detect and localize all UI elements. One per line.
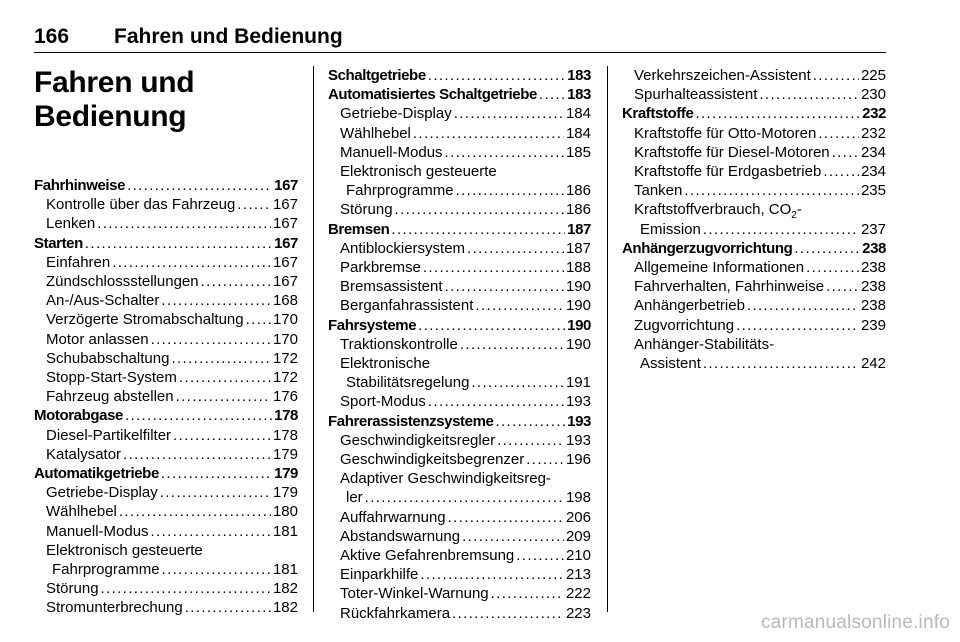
toc-entry-label: Abstandswarnung bbox=[340, 527, 461, 545]
toc-list bbox=[328, 66, 591, 623]
toc-entry-label: Spurhalteassistent bbox=[634, 86, 758, 104]
toc-entry-label: Traktionskontrolle bbox=[340, 335, 458, 353]
toc-entry-label: Kontrolle über das Fahrzeug bbox=[46, 196, 236, 214]
dot-leader bbox=[151, 522, 271, 541]
toc-entry[interactable] bbox=[328, 143, 591, 162]
dot-leader bbox=[365, 488, 564, 507]
toc-page-number: 234 bbox=[860, 143, 886, 161]
toc-page-number: 191 bbox=[565, 374, 591, 392]
toc-page-number: 178 bbox=[272, 426, 298, 444]
toc-entry[interactable] bbox=[328, 450, 591, 469]
toc-entry-label: Assistent bbox=[640, 355, 701, 373]
toc-entry[interactable] bbox=[328, 373, 591, 392]
toc-entry[interactable] bbox=[328, 239, 591, 258]
dot-leader bbox=[703, 354, 859, 373]
dot-leader bbox=[119, 502, 271, 521]
toc-page-number: 179 bbox=[272, 484, 298, 502]
toc-entry[interactable] bbox=[328, 392, 591, 411]
toc-entry-label: Fahrzeug abstellen bbox=[46, 388, 174, 406]
toc-page-number: 232 bbox=[860, 124, 886, 142]
toc-entry-label: Kraftstoffe für Otto-Motoren bbox=[634, 124, 817, 142]
toc-section-entry[interactable] bbox=[622, 239, 886, 258]
dot-leader bbox=[418, 316, 565, 335]
toc-entry[interactable] bbox=[34, 272, 298, 291]
toc-entry[interactable] bbox=[34, 560, 298, 579]
toc-entry-suffix: - bbox=[796, 201, 802, 219]
toc-entry-label: Lenken bbox=[46, 215, 96, 233]
toc-entry-label: Fahrerassistenzsysteme bbox=[328, 412, 494, 430]
toc-entry[interactable] bbox=[622, 220, 886, 239]
toc-page-number: 190 bbox=[565, 297, 591, 315]
toc-entry-label: Getriebe-Display bbox=[46, 484, 158, 502]
toc-entry-label: Toter-Winkel-Warnung bbox=[340, 585, 489, 603]
toc-page-number: 225 bbox=[860, 67, 886, 84]
dot-leader bbox=[395, 200, 564, 219]
dot-leader bbox=[703, 220, 859, 239]
dot-leader bbox=[185, 598, 271, 617]
toc-entry-label: An-/Aus-Schalter bbox=[46, 292, 160, 310]
toc-page-number: 179 bbox=[274, 465, 298, 483]
toc-entry-label: Motorabgase bbox=[34, 407, 123, 425]
dot-leader bbox=[201, 272, 271, 291]
toc-entry-label: Automatisiertes Schaltgetriebe bbox=[328, 86, 537, 104]
toc-entry[interactable] bbox=[34, 310, 298, 329]
toc-entry[interactable] bbox=[622, 316, 886, 335]
dot-leader bbox=[237, 195, 271, 214]
dot-leader bbox=[759, 85, 859, 104]
toc-section-entry[interactable] bbox=[34, 406, 298, 425]
toc-entry-label: Rückfahrkamera bbox=[340, 604, 451, 622]
toc-entry[interactable] bbox=[34, 598, 298, 617]
dot-leader bbox=[101, 579, 271, 598]
toc-entry[interactable] bbox=[34, 291, 298, 310]
toc-entry[interactable] bbox=[34, 214, 298, 233]
toc-section-entry[interactable] bbox=[34, 234, 298, 253]
dot-leader bbox=[823, 162, 859, 181]
toc-entry[interactable] bbox=[328, 431, 591, 450]
toc-entry[interactable] bbox=[34, 445, 298, 464]
column-divider bbox=[313, 66, 314, 612]
toc-entry-label: Stabilitätsregelung bbox=[346, 374, 470, 392]
toc-entry-label: Zugvorrichtung bbox=[634, 316, 735, 334]
toc-entry-label: Kraftstoffe für Diesel-Motoren bbox=[634, 143, 830, 161]
toc-page-number: 179 bbox=[272, 445, 298, 463]
toc-section-entry[interactable] bbox=[622, 104, 886, 123]
toc-entry-label: Motor anlassen bbox=[46, 330, 149, 348]
toc-entry[interactable] bbox=[34, 426, 298, 445]
dot-leader bbox=[246, 310, 271, 329]
toc-page-number: 187 bbox=[565, 239, 591, 257]
toc-page-number: 213 bbox=[565, 566, 591, 584]
toc-entry-label: Fahrhinweise bbox=[34, 177, 126, 194]
toc-page-number: 234 bbox=[860, 163, 886, 181]
toc-column-1 bbox=[34, 66, 298, 618]
toc-page-number: 167 bbox=[272, 215, 298, 233]
dot-leader bbox=[826, 277, 859, 296]
toc-page-number: 210 bbox=[565, 547, 591, 565]
toc-entry-heading-line bbox=[34, 541, 298, 560]
toc-entry-label: Stopp-Start-System bbox=[46, 369, 177, 387]
dot-leader bbox=[423, 258, 564, 277]
toc-entry[interactable] bbox=[328, 527, 591, 546]
toc-page-number: 182 bbox=[272, 599, 298, 617]
toc-entry-label: Fahrprogramme bbox=[52, 561, 160, 579]
toc-page-number: 237 bbox=[860, 220, 886, 238]
toc-list bbox=[622, 66, 886, 373]
toc-entry-label: Schubabschaltung bbox=[46, 349, 170, 367]
dot-leader bbox=[176, 387, 271, 406]
toc-entry[interactable] bbox=[34, 330, 298, 349]
toc-page-number: 172 bbox=[272, 349, 298, 367]
toc-page-number: 183 bbox=[567, 67, 591, 84]
dot-leader bbox=[161, 291, 271, 310]
toc-page-number: 167 bbox=[272, 196, 298, 214]
header-title: Fahren und Bedienung bbox=[114, 25, 343, 48]
dot-leader bbox=[391, 220, 565, 239]
toc-entry[interactable] bbox=[328, 584, 591, 603]
toc-entry-label: Starten bbox=[34, 234, 83, 252]
toc-entry-label: Fahrsysteme bbox=[328, 316, 417, 334]
dot-leader bbox=[171, 349, 271, 368]
toc-entry-label: Anhängerzugvorrichtung bbox=[622, 239, 793, 257]
dot-leader bbox=[452, 604, 564, 623]
toc-page-number: 167 bbox=[272, 253, 298, 271]
toc-entry[interactable] bbox=[34, 502, 298, 521]
toc-entry-label: Bremsen bbox=[328, 220, 390, 238]
toc-page-number: 232 bbox=[862, 105, 886, 123]
toc-page-number: 238 bbox=[860, 259, 886, 277]
toc-page-number: 198 bbox=[565, 489, 591, 507]
toc-page-number: 238 bbox=[860, 297, 886, 315]
dot-leader bbox=[445, 143, 564, 162]
dot-leader bbox=[491, 584, 564, 603]
toc-page-number: 168 bbox=[272, 292, 298, 310]
toc-page-number: 176 bbox=[272, 388, 298, 406]
toc-entry[interactable] bbox=[622, 66, 886, 85]
toc-entry-heading-line bbox=[328, 162, 591, 181]
toc-page-number: 167 bbox=[272, 273, 298, 291]
toc-page-number: 186 bbox=[565, 182, 591, 200]
dot-leader bbox=[460, 335, 564, 354]
toc-entry-label: Elektronische bbox=[340, 355, 431, 373]
toc-page-number: 180 bbox=[272, 503, 298, 521]
toc-page-number: 238 bbox=[860, 278, 886, 296]
dot-leader bbox=[818, 124, 859, 143]
toc-entry[interactable] bbox=[622, 258, 886, 277]
dot-leader bbox=[428, 392, 564, 411]
toc-page-number: 190 bbox=[567, 316, 591, 334]
toc-entry-label: Störung bbox=[46, 580, 99, 598]
toc-entry[interactable] bbox=[622, 354, 886, 373]
toc-entry[interactable] bbox=[328, 565, 591, 584]
toc-entry-label: Elektronisch gesteuerte bbox=[340, 163, 497, 181]
toc-entry-label: Berganfahrassistent bbox=[340, 297, 474, 315]
subscript: 2 bbox=[791, 210, 797, 222]
toc-entry[interactable] bbox=[328, 604, 591, 623]
toc-entry[interactable] bbox=[34, 579, 298, 598]
toc-page-number: 193 bbox=[565, 431, 591, 449]
toc-entry-label: Kraftstoffe für Erdgasbetrieb bbox=[634, 163, 822, 181]
toc-page-number: 193 bbox=[567, 412, 591, 430]
dot-leader bbox=[832, 143, 859, 162]
toc-entry[interactable] bbox=[328, 181, 591, 200]
toc-page-number: 181 bbox=[272, 561, 298, 579]
toc-entry-label: Aktive Gefahrenbremsung bbox=[340, 547, 515, 565]
toc-entry-label: Auffahrwarnung bbox=[340, 508, 446, 526]
toc-page-number: 190 bbox=[565, 278, 591, 296]
toc-entry[interactable] bbox=[34, 349, 298, 368]
dot-leader bbox=[495, 412, 565, 431]
dot-leader bbox=[454, 104, 564, 123]
toc-entry[interactable] bbox=[328, 277, 591, 296]
dot-leader bbox=[420, 565, 564, 584]
column-divider bbox=[607, 66, 608, 612]
toc-page-number: 188 bbox=[565, 259, 591, 277]
dot-leader bbox=[85, 234, 272, 253]
dot-leader bbox=[747, 296, 859, 315]
toc-entry-label: Fahrverhalten, Fahrhinweise bbox=[634, 278, 825, 296]
page-number: 166 bbox=[34, 25, 70, 48]
toc-section-entry[interactable] bbox=[34, 464, 298, 483]
toc-page-number: 167 bbox=[274, 234, 298, 252]
toc-entry[interactable] bbox=[622, 296, 886, 315]
toc-page-number: 170 bbox=[272, 311, 298, 329]
toc-page-number: 186 bbox=[565, 201, 591, 219]
dot-leader bbox=[806, 258, 859, 277]
toc-entry[interactable] bbox=[622, 162, 886, 181]
toc-entry-label: Störung bbox=[340, 201, 393, 219]
toc-entry-heading-line bbox=[622, 200, 886, 222]
toc-page-number: 178 bbox=[274, 407, 298, 425]
toc-page-number: 184 bbox=[565, 124, 591, 142]
toc-entry-label: Einparkhilfe bbox=[340, 566, 419, 584]
toc-entry-label: Anhänger-Stabilitäts- bbox=[634, 335, 775, 353]
toc-entry[interactable] bbox=[328, 258, 591, 277]
dot-leader bbox=[161, 464, 272, 483]
toc-entry-label: Wählhebel bbox=[46, 503, 117, 521]
toc-page-number: 184 bbox=[565, 105, 591, 123]
toc-entry-label: Sport-Modus bbox=[340, 393, 426, 411]
toc-page-number: 206 bbox=[565, 508, 591, 526]
toc-section-entry[interactable] bbox=[328, 412, 591, 431]
dot-leader bbox=[160, 483, 271, 502]
dot-leader bbox=[127, 176, 272, 195]
dot-leader bbox=[456, 181, 564, 200]
toc-entry[interactable] bbox=[622, 181, 886, 200]
toc-entry[interactable] bbox=[34, 253, 298, 272]
toc-page-number: 209 bbox=[565, 527, 591, 545]
dot-leader bbox=[448, 508, 564, 527]
toc-entry-label: Bremsassistent bbox=[340, 278, 443, 296]
toc-entry-label: Parkbremse bbox=[340, 259, 421, 277]
toc-entry-label: Emission bbox=[640, 220, 701, 238]
toc-entry-label: Verzögerte Stromabschaltung bbox=[46, 311, 244, 329]
toc-entry-label: Antiblockiersystem bbox=[340, 239, 466, 257]
dot-leader bbox=[462, 527, 564, 546]
toc-page-number: 172 bbox=[272, 369, 298, 387]
toc-entry-label: Manuell-Modus bbox=[340, 143, 443, 161]
toc-section-entry[interactable] bbox=[328, 220, 591, 239]
dot-leader bbox=[475, 296, 564, 315]
toc-page-number: 185 bbox=[565, 143, 591, 161]
dot-leader bbox=[695, 104, 860, 123]
toc-column-2 bbox=[328, 66, 591, 623]
toc-page-number: 222 bbox=[565, 585, 591, 603]
toc-entry-label: Manuell-Modus bbox=[46, 522, 149, 540]
toc-entry-label: Einfahren bbox=[46, 253, 111, 271]
toc-entry-heading-line bbox=[328, 354, 591, 373]
toc-entry-label: Geschwindigkeitsregler bbox=[340, 431, 496, 449]
toc-entry[interactable] bbox=[34, 368, 298, 387]
toc-section-entry[interactable] bbox=[328, 85, 591, 104]
toc-page-number: 193 bbox=[565, 393, 591, 411]
toc-page-number: 235 bbox=[860, 182, 886, 200]
dot-leader bbox=[813, 66, 859, 85]
toc-page-number: 230 bbox=[860, 86, 886, 104]
toc-entry-label: Schaltgetriebe bbox=[328, 67, 426, 84]
toc-entry-label: Geschwindigkeitsbegrenzer bbox=[340, 451, 525, 469]
dot-leader bbox=[125, 406, 272, 425]
toc-entry[interactable] bbox=[622, 277, 886, 296]
toc-page-number: 167 bbox=[274, 177, 298, 194]
page-header bbox=[34, 24, 886, 50]
toc-entry[interactable] bbox=[622, 124, 886, 143]
toc-page-number: 242 bbox=[860, 355, 886, 373]
dot-leader bbox=[413, 124, 564, 143]
page-title-line: Fahren und bbox=[34, 66, 195, 99]
header-rule bbox=[34, 52, 886, 53]
toc-entry-label: Zündschlossstellungen bbox=[46, 273, 199, 291]
dot-leader bbox=[151, 330, 271, 349]
toc-entry-heading-line bbox=[328, 469, 591, 488]
toc-page-number: 170 bbox=[272, 330, 298, 348]
toc-entry[interactable] bbox=[622, 143, 886, 162]
toc-entry[interactable] bbox=[34, 483, 298, 502]
toc-entry[interactable] bbox=[328, 335, 591, 354]
toc-entry[interactable] bbox=[328, 104, 591, 123]
dot-leader bbox=[526, 450, 564, 469]
dot-leader bbox=[684, 181, 859, 200]
page-title bbox=[34, 66, 298, 134]
dot-leader bbox=[112, 253, 271, 272]
toc-entry[interactable] bbox=[328, 200, 591, 219]
toc-entry-label: Anhängerbetrieb bbox=[634, 297, 745, 315]
dot-leader bbox=[162, 560, 271, 579]
toc-entry[interactable] bbox=[622, 85, 886, 104]
toc-entry-label: Verkehrszeichen-Assistent bbox=[634, 67, 811, 84]
toc-entry-label: Tanken bbox=[634, 182, 683, 200]
toc-page-number: 182 bbox=[272, 580, 298, 598]
dot-leader bbox=[467, 239, 564, 258]
toc-page-number: 181 bbox=[272, 522, 298, 540]
dot-leader bbox=[123, 445, 271, 464]
dot-leader bbox=[516, 546, 564, 565]
dot-leader bbox=[736, 316, 859, 335]
toc-page-number: 196 bbox=[565, 451, 591, 469]
toc-section-entry[interactable] bbox=[328, 316, 591, 335]
toc-entry-label: Diesel-Partikelfilter bbox=[46, 426, 172, 444]
page-title-line: Bedienung bbox=[34, 100, 187, 133]
toc-entry[interactable] bbox=[328, 124, 591, 143]
toc-list bbox=[34, 176, 298, 618]
toc-entry-label: ler bbox=[346, 489, 363, 507]
dot-leader bbox=[428, 66, 565, 85]
toc-column-3 bbox=[622, 66, 886, 373]
toc-entry-heading-line bbox=[622, 335, 886, 354]
watermark: carmanualsonline.info bbox=[760, 612, 950, 633]
toc-page-number: 187 bbox=[567, 220, 591, 238]
toc-entry[interactable] bbox=[328, 296, 591, 315]
toc-page-number: 190 bbox=[565, 335, 591, 353]
toc-entry-label: Elektronisch gesteuerte bbox=[46, 541, 203, 559]
dot-leader bbox=[471, 373, 564, 392]
toc-entry-label: Fahrprogramme bbox=[346, 182, 454, 200]
toc-entry-label: Adaptiver Geschwindigkeitsreg- bbox=[340, 470, 551, 488]
toc-entry[interactable] bbox=[34, 195, 298, 214]
toc-entry-label: Wählhebel bbox=[340, 124, 411, 142]
dot-leader bbox=[445, 277, 564, 296]
dot-leader bbox=[497, 431, 564, 450]
toc-entry-label: Kraftstoffe bbox=[622, 105, 694, 123]
toc-entry-label: Getriebe-Display bbox=[340, 105, 452, 123]
toc-entry[interactable] bbox=[34, 522, 298, 541]
toc-entry[interactable] bbox=[328, 508, 591, 527]
toc-page-number: 238 bbox=[862, 239, 886, 257]
toc-page-number: 223 bbox=[565, 604, 591, 622]
toc-page-number: 183 bbox=[567, 86, 591, 104]
dot-leader bbox=[173, 426, 271, 445]
toc-section-entry[interactable] bbox=[34, 176, 298, 195]
toc-page-number: 239 bbox=[860, 316, 886, 334]
dot-leader bbox=[539, 85, 565, 104]
dot-leader bbox=[179, 368, 271, 387]
toc-entry[interactable] bbox=[34, 387, 298, 406]
toc-entry[interactable] bbox=[328, 488, 591, 507]
dot-leader bbox=[794, 239, 860, 258]
toc-entry-label: Kraftstoffverbrauch, CO bbox=[634, 201, 792, 219]
toc-entry-label: Katalysator bbox=[46, 445, 122, 463]
toc-entry-label: Automatikgetriebe bbox=[34, 465, 159, 483]
toc-section-entry[interactable] bbox=[328, 66, 591, 85]
toc-entry-label: Allgemeine Informationen bbox=[634, 259, 805, 277]
dot-leader bbox=[97, 214, 271, 233]
toc-entry-label: Stromunterbrechung bbox=[46, 599, 183, 617]
toc-entry[interactable] bbox=[328, 546, 591, 565]
